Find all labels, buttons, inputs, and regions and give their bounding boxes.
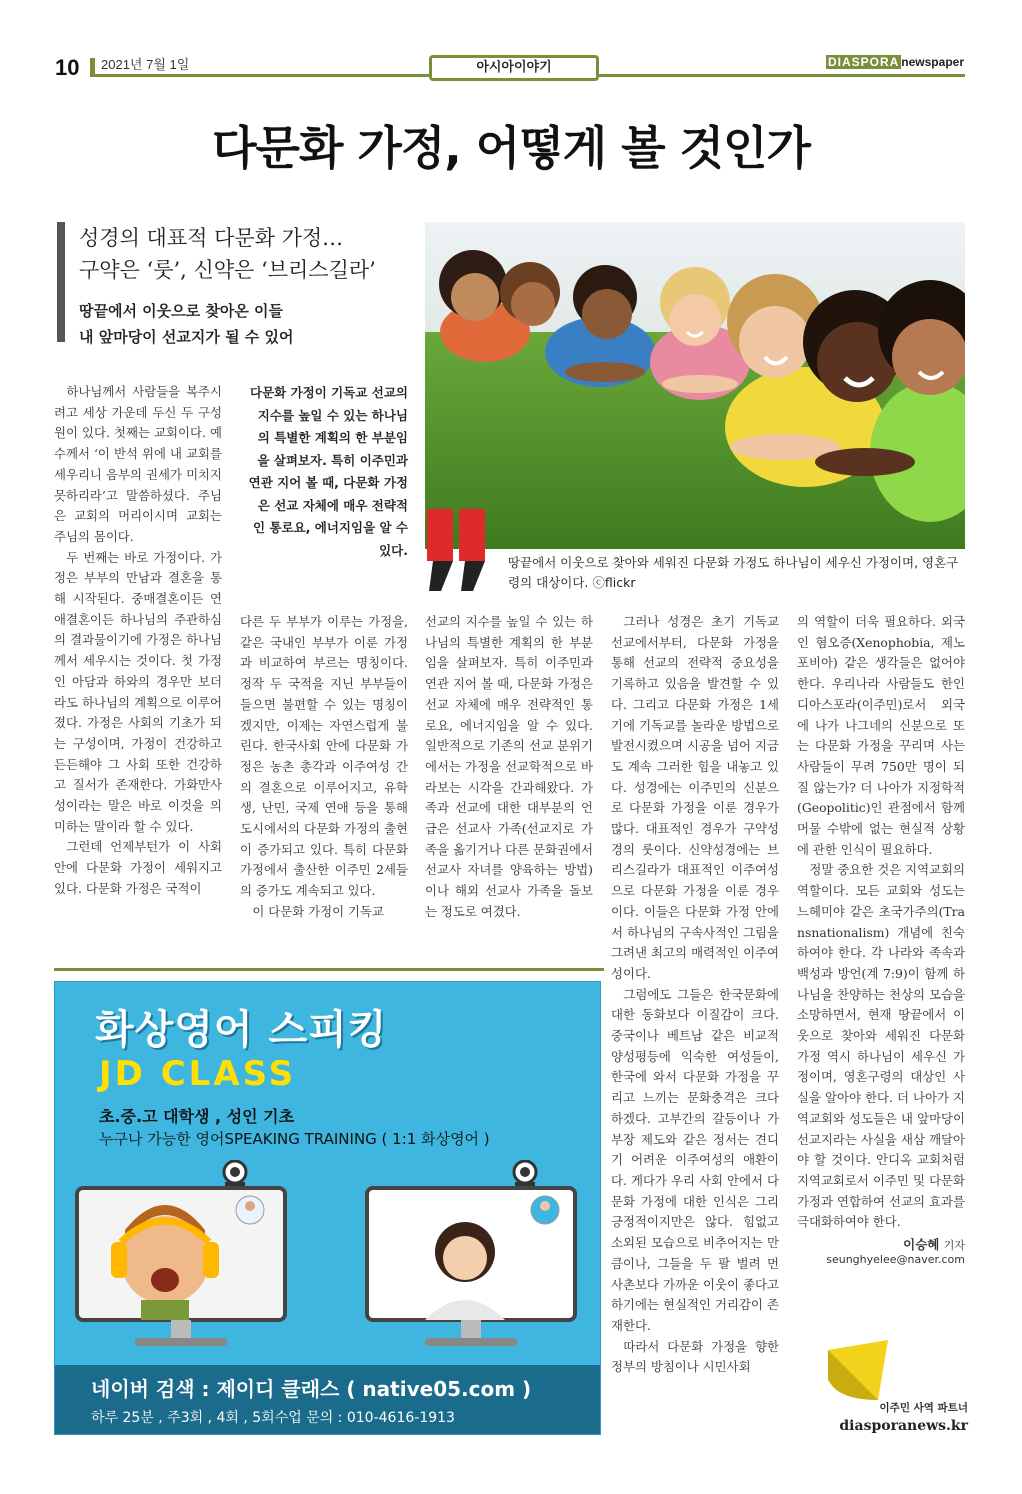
article-column-1: [54, 382, 222, 900]
article-column-3: [425, 612, 593, 923]
subtitle-line2: 구약은 ‘룻’, 신약은 ‘브리스길라’: [79, 258, 376, 282]
author-byline: [797, 1235, 965, 1253]
article-column-2: [240, 612, 408, 923]
article-photo: [425, 222, 965, 549]
ad-contact-bar: [55, 1365, 601, 1435]
deck-line1: 땅끝에서 이웃으로 찾아온 이들: [79, 302, 284, 320]
ad-target-audience: 초.중.고 대학생 , 성인 기초: [99, 1107, 295, 1126]
author-role: 기자: [943, 1239, 965, 1253]
article-column-5: [797, 612, 965, 1266]
headline: 다문화 가정, 어떻게 볼 것인가: [212, 121, 810, 175]
ad-schedule-text: 하루 25분 , 주3회 , 4회 , 5회수업 문의 : 010-4616-1913: [91, 1410, 455, 1426]
paragraph: 그런데 언제부턴가 이 사회 안에 다문화 가정이 세워지고 있다. 다문화 가정은 국적이: [54, 839, 222, 896]
paragraph: 다른 두 부부가 이루는 가정을, 같은 국내인 부부가 이룬 가정과 비교하여 부르는 명칭이다. 정작 두 국적을 지닌 부부들이 들으면 불편할 수 있는 명칭이겠지만, 이제는 자연스럽게 불린다. 한국사회 안에 다문화 가정은 농촌 총각과 이주여성 간의 결혼으로 이루어지고, 유학생, 난민, 국제 연애 등을 통해 도시에서의 다문화 가정의 출현이 증가되고 있다. 특히 다문화 가정에서 출산한 이주민 2세들의 증가도 계속되고 있다.: [240, 614, 408, 899]
ad-search-text: 네이버 검색 : 제이디 클래스 ( native05.com ): [91, 1377, 532, 1401]
paragraph: 정말 중요한 것은 지역교회의 역할이다. 모든 교회와 성도는 느헤미야 같은 초국가주의(Transnationalism) 개념에 친숙하여야 한다. 각 나라와 족속과 백성과 방언(계 7:9)이 함께 하나님을 찬양하는 천상의 모습을 소망하면서, 현재 땅끝에서 이웃으로 찾아와 세워진 다문화 가정 역시 하나님이 세우신 가정이며, 영혼구령의 대상인 사실을 알아야 한다. 더 나아가 지역교회와 성도들은 내 앞마당이 선교지라는 사실을 새삼 깨달아야 할 것이다. 안디옥 교회처럼 지역교회로서 이주민 및 다문화 가정과 연합하여 선교의 효과를 극대화하여야 한다.: [797, 862, 965, 1230]
brand-highlight: DIASPORA: [827, 55, 900, 69]
pull-quote: 다문화 가정이 기독교 선교의 지수를 높일 수 있는 하나님의 특별한 계획의 한 부분임을 살펴보자. 특히 이주민과 연관 지어 볼 때, 다문화 가정은 선교 자체에 매우 전략적인 통로요, 에너지임을 알 수 있다.: [248, 385, 408, 558]
subheading-title: [79, 222, 419, 286]
newspaper-brand: [826, 55, 964, 69]
ad-description: 누구나 가능한 영어SPEAKING TRAINING ( 1:1 화상영어 ): [99, 1130, 490, 1148]
photo-caption: 땅끝에서 이웃으로 찾아와 세워진 다문화 가정도 하나님이 세우신 가정이며, 영혼구령의 대상이다. ⓒflickr: [508, 555, 959, 590]
advertisement: [54, 981, 601, 1435]
paragraph: 이 다문화 가정이 기독교: [252, 903, 384, 919]
issue-date: 2021년 7월 1일: [101, 57, 190, 72]
subheading-deck: [79, 298, 419, 350]
ad-divider: [54, 968, 604, 971]
monitor-student-illustration: [75, 1160, 287, 1350]
paragraph: 그럼에도 그들은 한국문화에 대한 동화보다 이질감이 크다. 중국이나 베트남 같은 비교적 양성평등에 익숙한 여성들이, 한국에 와서 다문화 가정을 꾸리고 느끼는 문화충격은 크다 하겠다. 고부간의 갈등이나 가부장 제도와 같은 정서는 견디기 어려운 이주여성의 애환이다. 게다가 우리 사회 안에서 다문화 가정에 대한 인식은 그리 긍정적이지만은 않다. 힘없고 소외된 모습으로 비추어지는 만큼이나, 그들을 두 팔 벌려 먼 사촌보다 가까운 이웃이 좋다고 하기에는 현실적인 거리감이 존재한다.: [611, 986, 779, 1333]
children-photo-illustration: [425, 222, 965, 549]
subtitle-line1: 성경의 대표적 다문화 가정…: [79, 226, 344, 250]
paragraph: 그러나 성경은 초기 기독교 선교에서부터, 다문화 가정을 통해 선교의 전략적 중요성을 기록하고 있음을 발견할 수 있다. 그리고 다문화 가정은 1세기에 기독교를 놀라운 방법으로 발전시켰으며 시공을 넘어 지금도 계속 그러한 힘을 내놓고 있다. 성경에는 이주민의 신분으로 다문화 가정을 이룬 경우가 많다. 대표적인 경우가 구약성경의 룻이다. 신약성경에는 브리스길라가 대표적인 이주여성으로 다문화 가정을 이룬 경우이다. 이들은 다문화 가정 안에서 하나님의 구속사적인 그림을 그려낸 최고의 매력적인 이주여성이다.: [611, 614, 779, 981]
page-number: 10: [55, 55, 80, 80]
subheading-bar: [57, 222, 65, 342]
author-email: seunghyelee@naver.com: [826, 1253, 965, 1267]
quote-mark-icon: [423, 505, 495, 595]
partner-sticker: [818, 1340, 968, 1450]
ad-title: 화상영어 스피킹: [95, 1007, 388, 1053]
paragraph: 따라서 다문화 가정을 향한 정부의 방침이나 시민사회: [611, 1338, 779, 1375]
paragraph: 하나님께서 사람들을 복주시려고 세상 가운데 두신 두 구성원이 있다. 첫째는 교회이다. 예수께서 ‘이 반석 위에 내 교회를 세우리니 음부의 권세가 미치지 못하리라’고 말씀하셨다. 주님은 교회의 머리이시며 교회는 주님의 몸이다.: [54, 384, 222, 544]
paragraph: 두 번째는 바로 가정이다. 가정은 부부의 만남과 결혼을 통해 시작된다. 중매결혼이든 연애결혼이든 하나님의 주관하심의 결과물이기에 가정은 하나님께서 세우시는 것이다. 첫 가정인 아담과 하와의 경우만 보더라도 하나님의 계획으로 이루어졌다. 가정은 사회의 기초가 되는 구성이며, 가정이 건강하고 든든해야 그 사회 또한 건강하고 질서가 존재한다. 가화만사성이라는 말은 바로 이것을 의미하는 말이라 할 수 있다.: [54, 549, 222, 834]
brand-rest: newspaper: [901, 55, 964, 69]
paragraph: 의 역할이 더욱 필요하다. 외국인 혐오증(Xenophobia, 제노포비아) 같은 생각들은 없어야 한다. 우리나라 사람들도 한인 디아스포라(이주민)로서 외국에 나가 나그네의 신분으로 또는 다문화 가정을 꾸리며 사는 사람들이 무려 750만 명이 되질 않는가? 더 나아가 지정학적(Geopolitic)인 관점에서 함께 머물 수밖에 없는 현실적 상황에 관한 인식이 필요하다.: [797, 614, 965, 857]
author-name: 이승혜: [903, 1237, 940, 1253]
partner-label: 이주민 사역 파트너: [879, 1402, 968, 1414]
section-label: 아시아이야기: [429, 55, 599, 81]
page-header: [0, 0, 1022, 90]
partner-site: diasporanews.kr: [839, 1418, 968, 1434]
deck-line2: 내 앞마당이 선교지가 될 수 있어: [79, 328, 294, 346]
monitor-teacher-illustration: [365, 1160, 577, 1350]
paragraph: 선교의 지수를 높일 수 있는 하나님의 특별한 계획의 한 부분임을 살펴보자. 특히 이주민과 연관 지어 볼 때, 다문화 가정은 선교 자체에 매우 전략적인 통로요, 에너지임을 알 수 있다. 일반적으로 기존의 선교 분위기에서는 가정을 선교학적으로 바라보는 시각을 간과해왔다. 가족과 선교에 대한 대부분의 언급은 선교사 가족(선교지로 가족을 옮기거나 다른 문화권에서 선교사 자녀를 양육하는 방법)이나 해외 선교사 가족을 돌보는 정도로 여겼다.: [425, 614, 593, 919]
ad-brand: JD CLASS: [99, 1054, 297, 1094]
article-column-4: [611, 612, 779, 1378]
